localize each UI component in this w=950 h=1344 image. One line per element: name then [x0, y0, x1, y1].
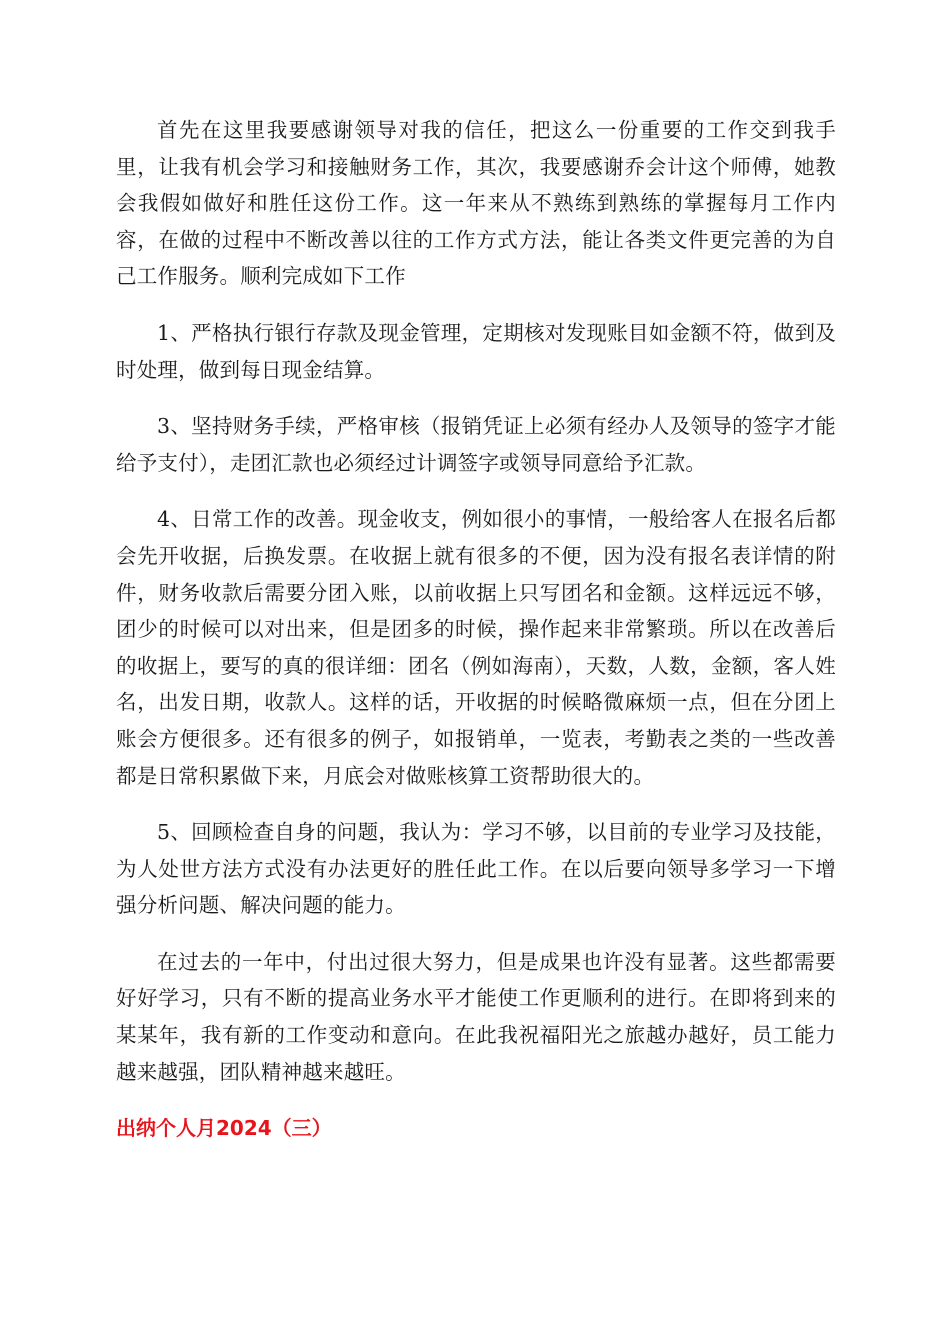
- paragraph-item-1: 1、严格执行银行存款及现金管理，定期核对发现账目如金额不符，做到及时处理，做到每日现金结算。: [116, 320, 836, 382]
- paragraph-item-4: 4、日常工作的改善。现金收支，例如很小的事情，一般给客人在报名后都会先开收据，后换发票。在收据上就有很多的不便，因为没有报名表详情的附件，财务收款后需要分团入账，以前收据上只写团名和金额。这样远远不够，团少的时候可以对出来，但是团多的时候，操作起来非常繁琐。所以在改善后的收据上，要写的真的很详细：团名（例如海南），天数，人数，金额，客人姓名，出发日期，收款人。这样的话，开收据的时候略微麻烦一点，但在分团上账会方便很多。还有很多的例子，如报销单，一览表，考勤表之类的一些改善都是日常积累做下来，月底会对做账核算工资帮助很大的。: [116, 507, 836, 788]
- paragraph-conclusion: 在过去的一年中，付出过很大努力，但是成果也许没有显著。这些都需要好好学习，只有不断的提高业务水平才能使工作更顺利的进行。在即将到来的某某年，我有新的工作变动和意向。在此我祝福阳光之旅越办越好，员工能力越来越强，团队精神越来越旺。: [116, 949, 836, 1084]
- paragraph-item-5: 5、回顾检查自身的问题，我认为：学习不够，以目前的专业学习及技能，为人处世方法方式没有办法更好的胜任此工作。在以后要向领导多学习一下增强分析问题、解决问题的能力。: [116, 820, 836, 918]
- paragraph-item-3: 3、坚持财务手续，严格审核（报销凭证上必须有经办人及领导的签字才能给予支付），走团汇款也必须经过计调签字或领导同意给予汇款。: [116, 414, 836, 475]
- document-body: [116, 112, 836, 1146]
- paragraph-intro: 首先在这里我要感谢领导对我的信任，把这么一份重要的工作交到我手里，让我有机会学习和接触财务工作，其次，我要感谢乔会计这个师傅，她教会我假如做好和胜任这份工作。这一年来从不熟练到熟练的掌握每月工作内容，在做的过程中不断改善以往的工作方式方法，能让各类文件更完善的为自己工作服务。顺利完成如下工作: [116, 118, 836, 289]
- section-heading: 出纳个人月2024（三）: [116, 1116, 332, 1141]
